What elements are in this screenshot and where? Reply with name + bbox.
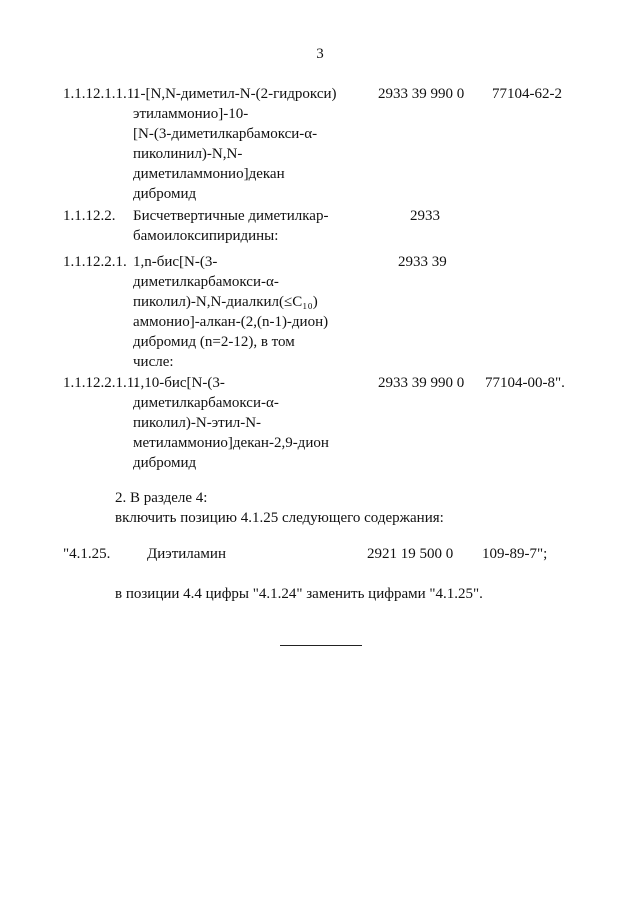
position-code: 1.1.12.2.1.: [63, 254, 127, 270]
entry-tnved: 2921 19 500 0: [367, 546, 454, 562]
end-divider: [280, 645, 362, 646]
entry-cas: 109-89-7";: [482, 546, 548, 562]
name-line: числе:: [133, 354, 174, 370]
name-line: 1,10-бис[N-(3-: [133, 375, 225, 391]
name-line: пиколил)-N-этил-N-: [133, 415, 262, 431]
name-line: аммонио]-алкан-(2,(n-1)-дион): [133, 314, 329, 330]
name-line: Бисчетвертичные диметилкар-: [133, 208, 329, 224]
substance-name: [133, 373, 329, 473]
position-code: 1.1.12.2.: [63, 208, 116, 224]
name-line: 1,n-бис[N-(3-: [133, 254, 218, 270]
name-line: дибромид (n=2-12), в том: [133, 334, 295, 350]
name-line: пиколил)-N,N-диалкил(≤C₁₀): [133, 294, 318, 310]
name-line: бамоилоксипиридины:: [133, 228, 279, 244]
name-line: диметилкарбамокси-α-: [133, 274, 279, 290]
name-line: дибромид: [133, 455, 197, 471]
name-line: [N-(3-диметилкарбамокси-α-: [133, 126, 318, 142]
section-heading: 2. В разделе 4:: [115, 490, 208, 506]
name-line: диметиламмонио]декан: [133, 166, 285, 182]
substance-name: [133, 206, 328, 246]
name-line: пиколинил)-N,N-: [133, 146, 243, 162]
name-line: метиламмонио]декан-2,9-дион: [133, 435, 329, 451]
name-line: этиламмонио]-10-: [133, 106, 249, 122]
replace-note: в позиции 4.4 цифры "4.1.24" заменить цифрами "4.1.25".: [115, 586, 483, 602]
substance-name: [133, 252, 328, 372]
substance-name: [133, 84, 337, 204]
position-code: 1.1.12.2.1.1.: [63, 375, 138, 391]
position-code: 1.1.12.1.1.1.: [63, 86, 138, 102]
name-line: 1-[N,N-диметил-N-(2-гидрокси): [133, 86, 337, 102]
name-line: диметилкарбамокси-α-: [133, 395, 279, 411]
cas-number: 77104-00-8".: [485, 375, 565, 391]
page-number: 3: [316, 46, 324, 62]
tnved-code: 2933 39 990 0: [378, 375, 465, 391]
entry-code: "4.1.25.: [63, 546, 111, 562]
name-line: дибромид: [133, 186, 197, 202]
entry-name: Диэтиламин: [147, 546, 226, 562]
section-instruction: включить позицию 4.1.25 следующего содержания:: [115, 510, 444, 526]
tnved-code: 2933 39 990 0: [378, 86, 465, 102]
tnved-code: 2933 39: [398, 254, 447, 270]
tnved-code: 2933: [410, 208, 440, 224]
cas-number: 77104-62-2: [492, 86, 562, 102]
